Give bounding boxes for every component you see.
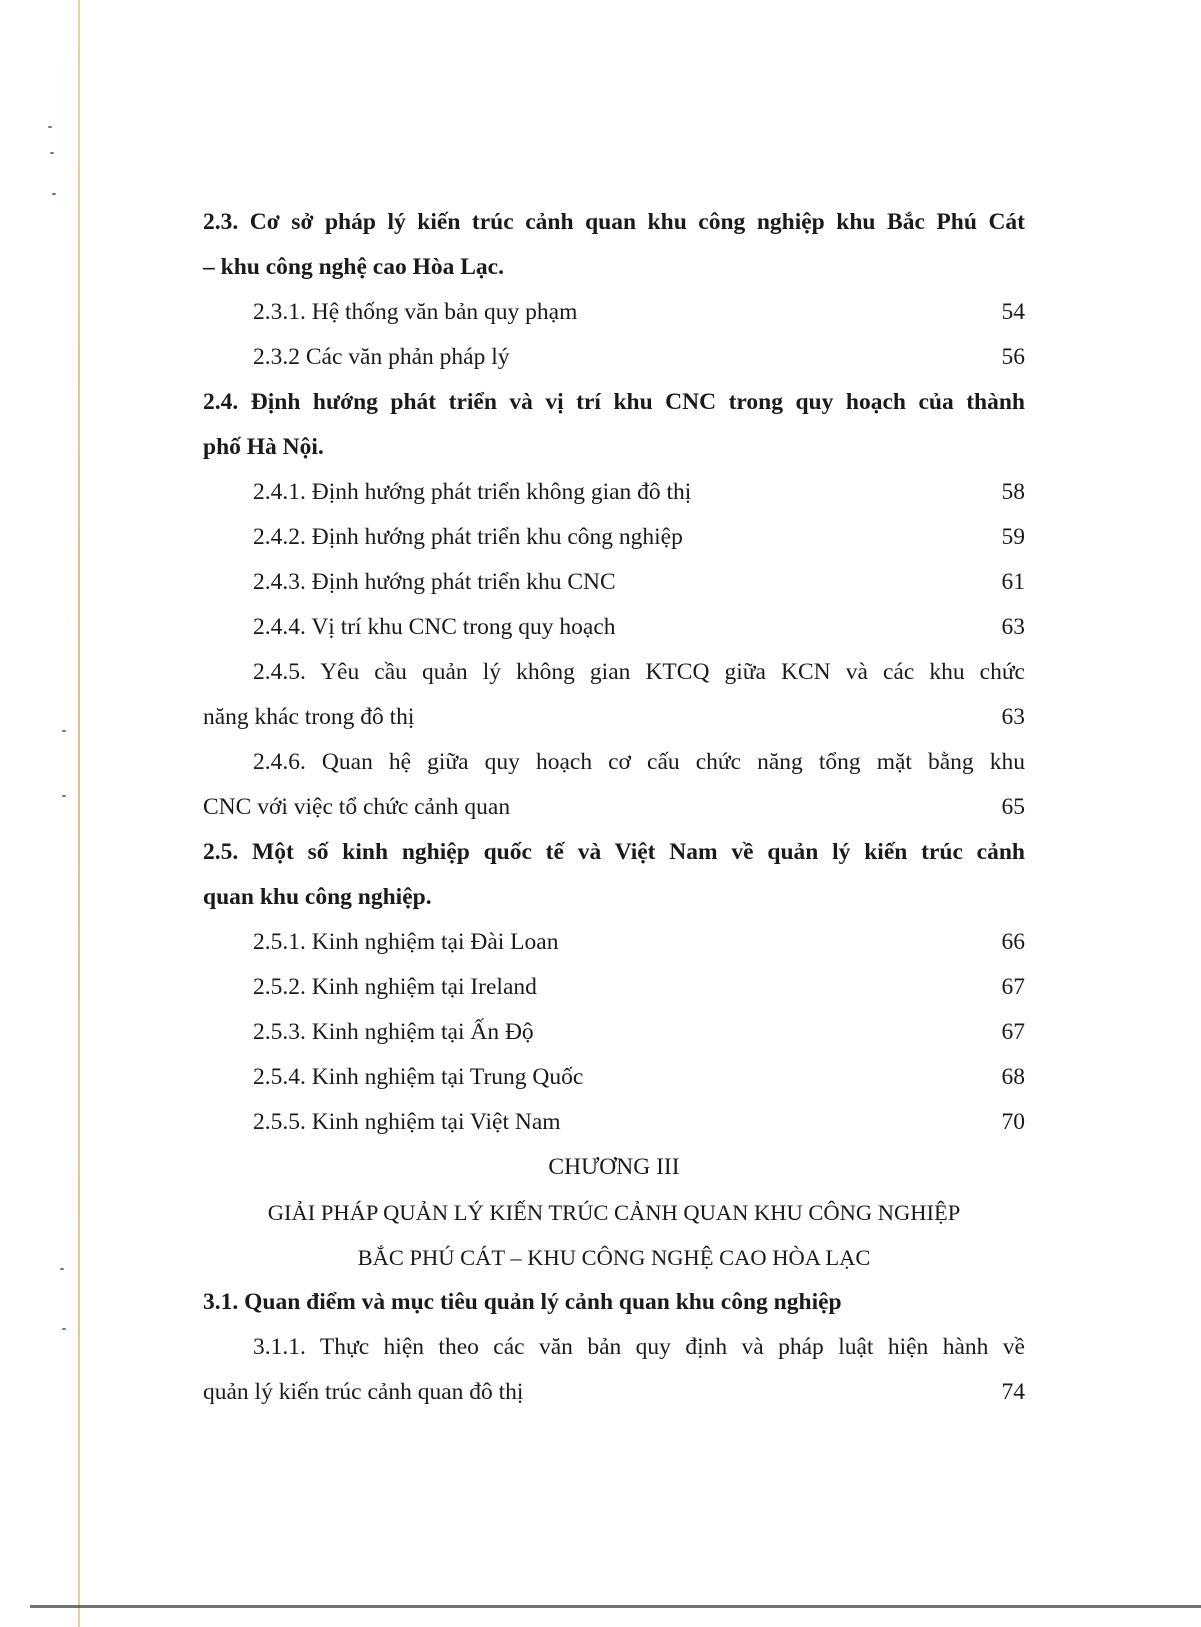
table-of-contents — [203, 200, 1025, 1415]
toc-page-number: 63 — [1001, 614, 1025, 640]
section-2-4-heading: 2.4. Định hướng phát triển và vị trí khu CNC trong quy hoạch của thành — [203, 389, 1025, 415]
scan-speck — [52, 193, 56, 195]
chapter-3-title-cont: BẮC PHÚ CÁT – KHU CÔNG NGHỆ CAO HÒA LẠC — [357, 1245, 871, 1270]
section-2-5-heading: 2.5. Một số kinh nghiệp quốc tế và Việt Nam về quản lý kiến trúc cảnh — [203, 839, 1025, 865]
toc-entry-2-3-2 — [203, 335, 1025, 380]
toc-entry-2-4-5: 2.4.5. Yêu cầu quản lý không gian KTCQ giữa KCN và các khu chức — [253, 659, 1025, 685]
scan-speck — [50, 152, 54, 154]
toc-page-number: 67 — [1001, 1019, 1025, 1045]
toc-entry-label: 2.5.1. Kinh nghiệm tại Đài Loan — [253, 929, 559, 955]
toc-page-number: 56 — [1001, 344, 1025, 370]
toc-page-number: 61 — [1001, 569, 1025, 595]
toc-page-number: 68 — [1001, 1064, 1025, 1090]
toc-entry-2-4-5-cont — [203, 695, 1025, 740]
scan-speck — [62, 1328, 66, 1330]
toc-entry-2-5-3 — [203, 1010, 1025, 1055]
toc-entry-2-4-6: 2.4.6. Quan hệ giữa quy hoạch cơ cấu chức năng tổng mặt bằng khu — [253, 749, 1025, 775]
toc-entry-label: 2.5.3. Kinh nghiệm tại Ấn Độ — [253, 1019, 534, 1045]
toc-entry-2-4-6-cont — [203, 785, 1025, 830]
toc-entry-label: 2.5.2. Kinh nghiệm tại Ireland — [253, 974, 537, 1000]
toc-entry-label: 2.3.1. Hệ thống văn bản quy phạm — [253, 299, 578, 325]
toc-page-number: 66 — [1001, 929, 1025, 955]
toc-page-number: 63 — [1001, 704, 1025, 730]
toc-entry-2-3-1 — [203, 290, 1025, 335]
chapter-3-heading: CHƯƠNG III — [548, 1154, 680, 1180]
toc-entry-label: 2.3.2 Các văn phản pháp lý — [253, 344, 510, 370]
toc-entry-2-5-2 — [203, 965, 1025, 1010]
toc-entry-label: 2.5.5. Kinh nghiệm tại Việt Nam — [253, 1109, 561, 1135]
scan-speck — [48, 126, 52, 128]
section-2-5-heading-cont: quan khu công nghiệp. — [203, 884, 432, 910]
scan-speck — [62, 730, 66, 732]
toc-page-number: 65 — [1001, 794, 1025, 820]
toc-entry-2-5-1 — [203, 920, 1025, 965]
toc-entry-3-1-1: 3.1.1. Thực hiện theo các văn bản quy định và pháp luật hiện hành về — [253, 1334, 1025, 1360]
section-3-1-heading: 3.1. Quan điểm và mục tiêu quản lý cảnh quan khu công nghiệp — [203, 1289, 842, 1315]
toc-page-number: 70 — [1001, 1109, 1025, 1135]
toc-entry-2-4-1 — [203, 470, 1025, 515]
toc-entry-label: CNC với việc tổ chức cảnh quan — [203, 794, 511, 820]
toc-entry-2-5-4 — [203, 1055, 1025, 1100]
toc-page-number: 54 — [1001, 299, 1025, 325]
toc-entry-2-5-5 — [203, 1100, 1025, 1145]
toc-entry-3-1-1-cont — [203, 1370, 1025, 1415]
toc-page-number: 74 — [1001, 1379, 1025, 1405]
toc-entry-label: 2.5.4. Kinh nghiệm tại Trung Quốc — [253, 1064, 584, 1090]
toc-page-number: 59 — [1001, 524, 1025, 550]
section-2-3-heading: 2.3. Cơ sở pháp lý kiến trúc cảnh quan khu công nghiệp khu Bắc Phú Cát — [203, 209, 1025, 235]
toc-entry-2-4-3 — [203, 560, 1025, 605]
toc-page-number: 58 — [1001, 479, 1025, 505]
section-2-4-heading-cont: phố Hà Nội. — [203, 434, 324, 460]
toc-entry-label: 2.4.3. Định hướng phát triển khu CNC — [253, 569, 616, 595]
scan-speck — [60, 1268, 64, 1270]
toc-entry-2-4-4 — [203, 605, 1025, 650]
toc-entry-2-4-2 — [203, 515, 1025, 560]
binding-margin-line — [78, 0, 80, 1627]
scan-speck — [62, 795, 66, 797]
toc-entry-label: quản lý kiến trúc cảnh quan đô thị — [203, 1379, 524, 1405]
scan-bottom-edge — [30, 1605, 1201, 1608]
section-2-3-heading-cont: – khu công nghệ cao Hòa Lạc. — [203, 254, 504, 280]
toc-entry-label: 2.4.4. Vị trí khu CNC trong quy hoạch — [253, 614, 616, 640]
toc-entry-label: 2.4.1. Định hướng phát triển không gian đô thị — [253, 479, 692, 505]
chapter-3-title: GIẢI PHÁP QUẢN LÝ KIẾN TRÚC CẢNH QUAN KHU CÔNG NGHIỆP — [267, 1200, 961, 1225]
toc-entry-label: năng khác trong đô thị — [203, 704, 415, 730]
toc-entry-label: 2.4.2. Định hướng phát triển khu công nghiệp — [253, 524, 683, 550]
toc-page-number: 67 — [1001, 974, 1025, 1000]
